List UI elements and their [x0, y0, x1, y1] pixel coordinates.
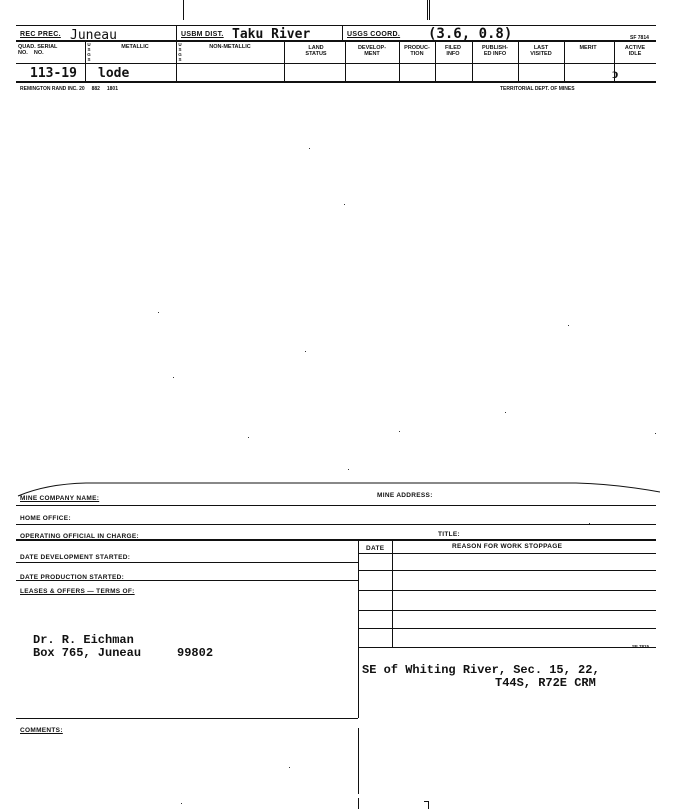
operating-official-label: OPERATING OFFICIAL IN CHARGE:: [20, 533, 139, 540]
header-div-1: [176, 25, 177, 40]
col-usgs-1: U S G S: [87, 42, 91, 62]
rule: [16, 718, 358, 719]
row-active-idle: ↄ: [612, 66, 619, 82]
header-div-2: [342, 25, 343, 40]
rule: [16, 580, 358, 581]
rule: [428, 801, 429, 809]
owner-name: Dr. R. Eichman: [33, 633, 134, 647]
leases-offers-label: LEASES & OFFERS — TERMS OF:: [20, 588, 135, 595]
usgs-coord-value: (3.6, 0.8): [428, 26, 513, 42]
rec-prec-label: REC PREC.: [20, 31, 61, 38]
form-code-2: SF 7815: [632, 644, 650, 649]
col-div: [284, 41, 285, 81]
rule: [358, 647, 656, 648]
col-active-idle: ACTIVE IDLE: [624, 45, 646, 57]
rule: [358, 728, 359, 794]
rule: [358, 553, 656, 554]
usgs-coord-label: USGS COORD.: [347, 31, 401, 38]
top-tick-double: [427, 0, 430, 20]
location-line-2: T44S, R72E CRM: [495, 676, 596, 690]
mine-address-label: MINE ADDRESS:: [377, 492, 433, 499]
date-development-started-label: DATE DEVELOPMENT STARTED:: [20, 554, 131, 561]
col-non-metallic: NON-METALLIC: [209, 44, 251, 50]
col-published-info: PUBLISH- ED INFO: [482, 45, 508, 57]
owner-address: Box 765, Juneau 99802: [33, 646, 214, 660]
header-bottom-line: [16, 40, 656, 42]
stoppage-reason-header: REASON FOR WORK STOPPAGE: [452, 543, 563, 550]
rule: [358, 610, 656, 611]
stoppage-left-border: [358, 540, 359, 648]
rule: [358, 570, 656, 571]
printer-imprint: REMINGTON RAND INC. 20 882 1801: [20, 86, 118, 92]
stoppage-date-header: DATE: [366, 545, 385, 552]
row-bottom-line: [16, 81, 656, 83]
col-production: PRODUC- TION: [404, 45, 430, 57]
form-code: SF 7814: [630, 35, 649, 41]
comments-label: COMMENTS:: [20, 727, 63, 734]
rule: [358, 798, 359, 809]
dept-imprint: TERRITORIAL DEPT. OF MINES: [500, 86, 575, 92]
usbm-dist-label: USBM DIST.: [181, 31, 224, 38]
title-label: TITLE:: [438, 531, 461, 538]
rule: [16, 505, 656, 506]
rule: [358, 648, 359, 718]
card-edge: [16, 476, 660, 498]
row-quad-serial: 113-19: [30, 66, 77, 81]
rule: [358, 628, 656, 629]
rec-prec-value: Juneau: [70, 28, 117, 43]
header-top-line: [16, 25, 656, 26]
col-usgs-2: U S G S: [178, 42, 182, 62]
col-land-status: LAND STATUS: [305, 45, 327, 57]
col-development: DEVELOP- MENT: [357, 45, 387, 57]
usbm-dist-value: Taku River: [232, 27, 311, 42]
rule: [16, 562, 358, 563]
mine-company-name-label: MINE COMPANY NAME:: [20, 495, 100, 502]
col-filed-info: FILED INFO: [445, 45, 461, 57]
home-office-label: HOME OFFICE:: [20, 515, 71, 522]
location-line-1: SE of Whiting River, Sec. 15, 22,: [362, 663, 600, 677]
stoppage-date-div: [392, 540, 393, 648]
top-tick: [183, 0, 184, 20]
col-metallic: METALLIC: [121, 44, 149, 50]
rule: [16, 539, 656, 541]
colhead-bottom-line: [16, 63, 656, 64]
col-last-visited: LAST VISITED: [530, 45, 552, 57]
rule: [358, 590, 656, 591]
row-metallic: lode: [98, 66, 130, 81]
col-quad-serial: QUAD. SERIAL NO. NO.: [18, 44, 58, 56]
date-production-started-label: DATE PRODUCTION STARTED:: [20, 574, 125, 581]
rule: [16, 524, 656, 525]
col-merit: MERIT: [579, 45, 597, 51]
